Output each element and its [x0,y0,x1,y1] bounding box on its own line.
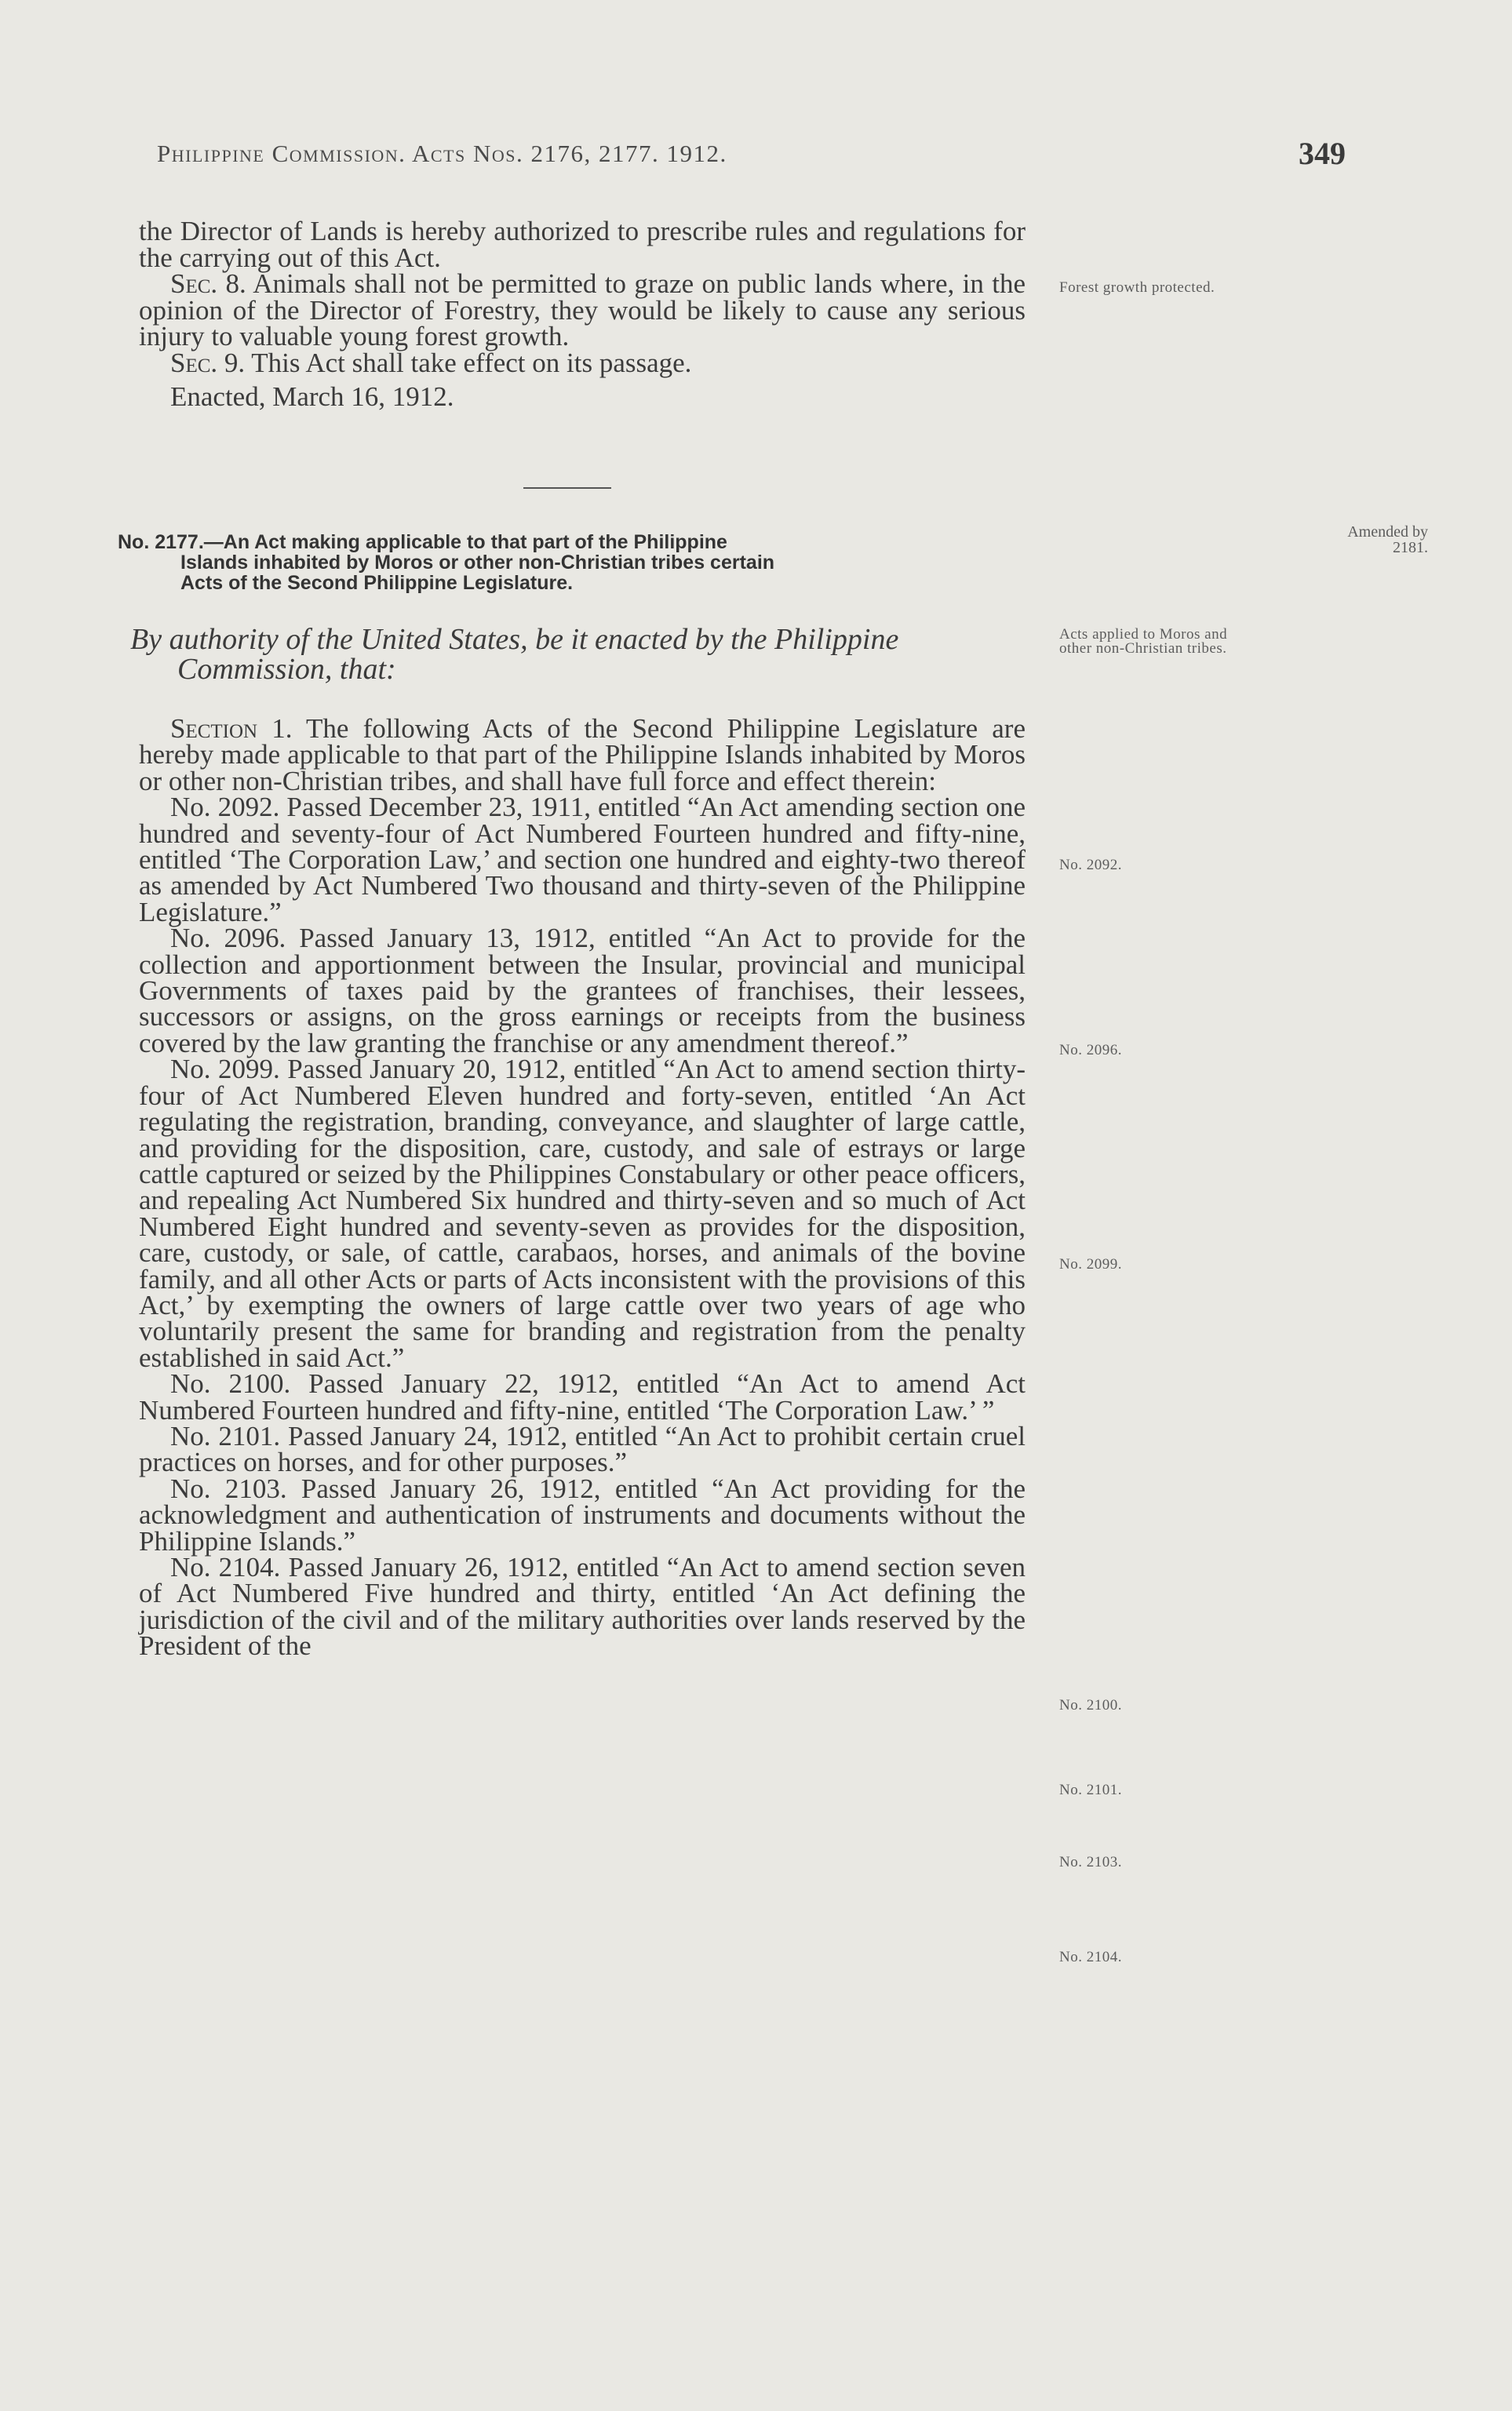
top-section [139,218,1026,410]
amended-note: Amended by 2181. [1347,523,1428,556]
running-header [157,140,727,168]
enacting-clause-line-2: Commission, that: [177,653,396,686]
act-title-line-2: Islands inhabited by Moros or other non-Christian tribes certain [180,552,775,574]
paragraph-sec9 [139,347,1026,378]
margin-note-2099: No. 2099. [1059,1256,1122,1273]
margin-note-2100: No. 2100. [1059,1697,1122,1714]
paragraph-no-2096: No. 2096. Passed January 13, 1912, entitled “An Act to provide for the collection and apportionment between the Insular, provincial and municipal Governments of taxes paid by the grantees of franchises, their lessees, successors or assigns, on the gross earnings or receipts from the business covered by the law granting the franchise or any amendment thereof.” [139,923,1026,1058]
margin-note-acts-applied: Acts applied to Moros and other non-Christian tribes. [1059,626,1228,657]
section-1-text: The following Acts of the Second Philippine Legislature are hereby made applicable to that part of the Philippine Islands inhabited by Moros or other non-Christian tribes, and shall have full force and effect therein: [139,713,1026,796]
act-title-line-3: Acts of the Second Philippine Legislature. [180,572,574,594]
paragraph-no-2101: No. 2101. Passed January 24, 1912, entitled “An Act to prohibit certain cruel practices on horses, and for other purposes.” [139,1420,1026,1478]
running-title: Philippine Commission. Acts Nos. 2176, 2177. 1912. [157,140,727,167]
paragraph-no-2092: No. 2092. Passed December 23, 1911, entitled “An Act amending section one hundred and seventy-four of Act Numbered Fourteen hundred and fifty-nine, entitled ‘The Corporation Law,’ and section one hundred and eighty-two thereof as amended by Act Numbered Two thousand and thirty-seven of the Philippine Legislature.” [139,792,1026,927]
act-body [139,713,1026,1662]
sec9-text: This Act shall take effect on its passage. [245,347,692,378]
margin-note-2096: No. 2096. [1059,1042,1122,1058]
section-rule [523,487,611,489]
sec8-label: Sec. 8. [170,268,246,299]
margin-note-2092: No. 2092. [1059,857,1122,873]
enacting-clause [130,625,1029,684]
page-number: 349 [1299,136,1346,171]
margin-note-forest: Forest growth protected. [1059,279,1215,296]
act-title [118,532,1028,593]
sec9-label: Sec. 9. [170,347,246,378]
enacting-clause-line-1: By authority of the United States, be it enacted by the Philippine [130,623,899,656]
margin-note-2103: No. 2103. [1059,1854,1122,1870]
paragraph-no-2104: No. 2104. Passed January 26, 1912, entitled “An Act to amend section seven of Act Numbered Five hundred and thirty, entitled ‘An Act defining the jurisdiction of the civil and of the military authorities over lands reserved by the President of the [139,1552,1026,1662]
section-1-label: Section 1. [170,713,293,744]
paragraph-no-2103: No. 2103. Passed January 26, 1912, entitled “An Act providing for the acknowledgment and authentication of instruments and documents without the Philippine Islands.” [139,1473,1026,1557]
paragraph-section-1 [139,713,1026,796]
margin-note-2104: No. 2104. [1059,1949,1122,1965]
enacted-date: Enacted, March 16, 1912. [170,381,454,412]
paragraph-sec8 [139,268,1026,351]
act-title-line-1: No. 2177.—An Act making applicable to that part of the Philippine [118,531,727,553]
sec8-text: Animals shall not be permitted to graze on public lands where, in the opinion of the Director of Forestry, they would be likely to cause any serious injury to valuable young forest growth. [139,268,1026,351]
paragraph-no-2100: No. 2100. Passed January 22, 1912, entitled “An Act to amend Act Numbered Fourteen hundred and fifty-nine, entitled ‘The Corporation Law.’ ” [139,1368,1026,1426]
paragraph-no-2099: No. 2099. Passed January 20, 1912, entitled “An Act to amend section thirty-four of Act Numbered Eleven hundred and forty-seven, entitled ‘An Act regulating the registration, branding, conveyance, and slaughter of large cattle, and providing for the disposition, care, custody, and sale of estrays or large cattle captured or seized by the Philippines Constabulary or other peace officers, and repealing Act Numbered Six hundred and thirty-seven and so much of Act Numbered Eight hundred and seventy-seven as provides for the disposition, care, custody, or sale, of cattle, carabaos, horses, and animals of the bovine family, and all other Acts or parts of Acts inconsistent with the provisions of this Act,’ by exempting the owners of large cattle over two years of age who voluntarily present the same for branding and registration from the penalty established in said Act.” [139,1054,1026,1373]
paragraph-director: the Director of Lands is hereby authorized to prescribe rules and regulations for the carrying out of this Act. [139,216,1026,273]
margin-note-2101: No. 2101. [1059,1782,1122,1798]
